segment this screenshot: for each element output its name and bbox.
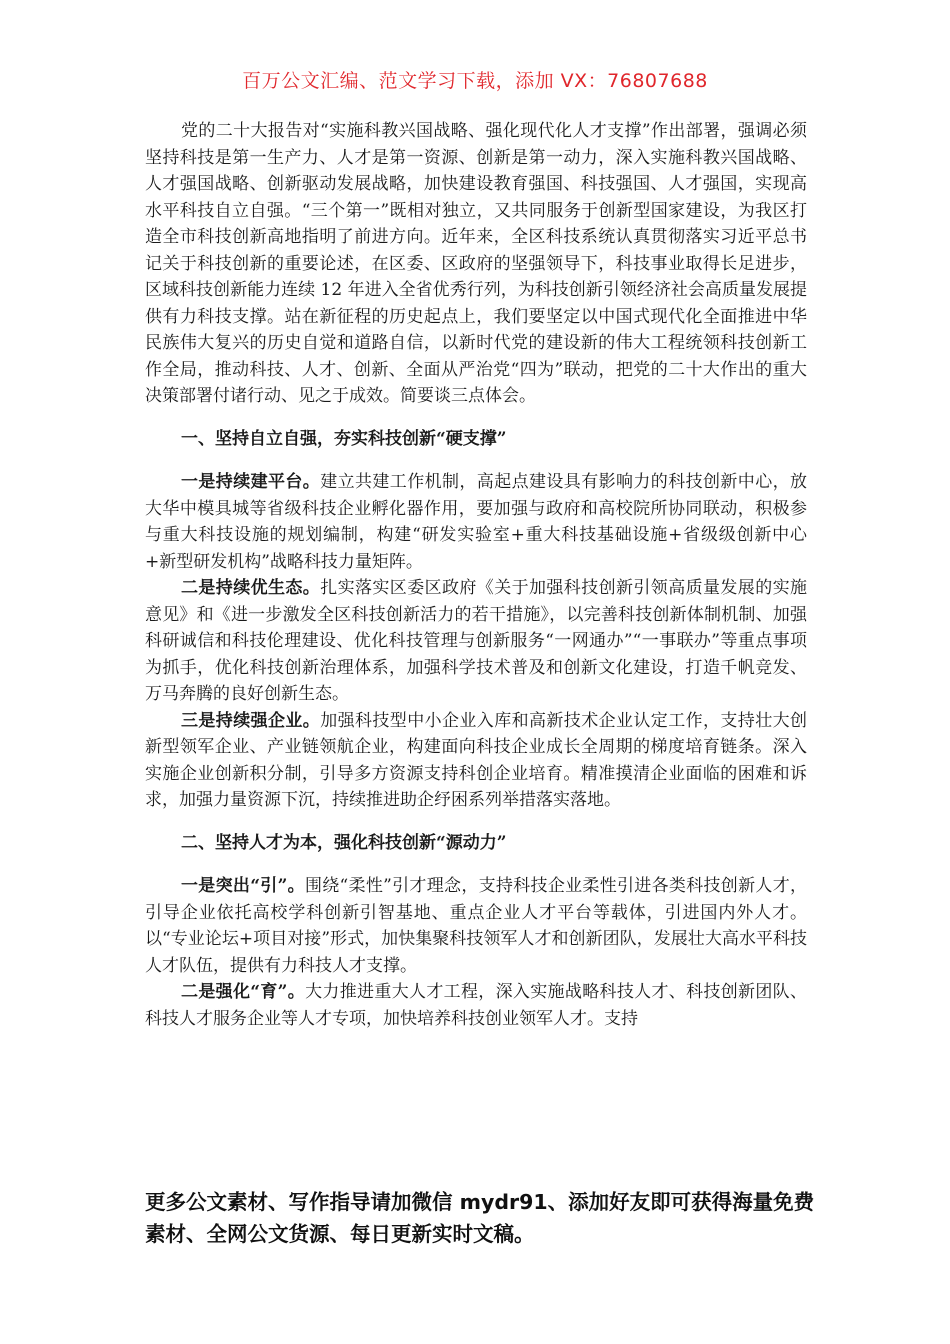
promo-footer: 更多公文素材、写作指导请加微信 mydr91、添加好友即可获得海量免费素材、全网公文货源、每日更新实时文稿。 <box>145 1190 815 1246</box>
item-lead: 一是突出“引”。 <box>181 876 305 896</box>
section-1-item-1 <box>145 469 807 575</box>
section-2-item-2 <box>145 979 807 1032</box>
item-text: 建立共建工作机制，高起点建设具有影响力的科技创新中心，放大华中模具城等省级科技企业孵化器作用，要加强与政府和高校院所协同联动，积极参与重大科技设施的规划编制，构建“研发实验室+重大科技基础设施+省级级创新中心+新型研发机构”战略科技力量矩阵。 <box>145 472 808 572</box>
item-lead: 二是持续优生态。 <box>181 578 321 598</box>
intro-paragraph: 党的二十大报告对“实施科教兴国战略、强化现代化人才支撑”作出部署，强调必须坚持科技是第一生产力、人才是第一资源、创新是第一动力，深入实施科教兴国战略、人才强国战略、创新驱动发展战略，加快建设教育强国、科技强国、人才强国，实现高水平科技自立自强。“三个第一”既相对独立，又共同服务于创新型国家建设，为我区打造全市科技创新高地指明了前进方向。近年来，全区科技系统认真贯彻落实习近平总书记关于科技创新的重要论述，在区委、区政府的坚强领导下，科技事业取得长足进步，区域科技创新能力连续 12 年进入全省优秀行列，为科技创新引领经济社会高质量发展提供有力科技支撑。站在新征程的历史起点上，我们要坚定以中国式现代化全面推进中华民族伟大复兴的历史自觉和道路自信，以新时代党的建设新的伟大工程统领科技创新工作全局，推动科技、人才、创新、全面从严治党“四为”联动，把党的二十大作出的重大决策部署付诸行动、见之于成效。简要谈三点体会。 <box>145 121 807 406</box>
item-text: 围绕“柔性”引才理念，支持科技企业柔性引进各类科技创新人才，引导企业依托高校学科创新引智基地、重点企业人才平台等载体，引进国内外人才。以“专业论坛+项目对接”形式，加快集聚科技领军人才和创新团队，发展壮大高水平科技人才队伍，提供有力科技人才支撑。 <box>145 876 807 976</box>
item-text: 加强科技型中小企业入库和高新技术企业认定工作，支持壮大创新型领军企业、产业链领航企业，构建面向科技企业成长全周期的梯度培育链条。深入实施企业创新积分制，引导多方资源支持科创企业培育。精准摸清企业面临的困难和诉求，加强力量资源下沉，持续推进助企纾困系列举措落实落地。 <box>145 710 808 810</box>
section-1-item-3 <box>145 708 807 814</box>
item-lead: 二是强化“育”。 <box>181 982 306 1002</box>
document-body <box>145 118 807 1032</box>
item-text: 大力推进重大人才工程，深入实施战略科技人才、科技创新团队、科技人才服务企业等人才专项，加快培养科技创业领军人才。支持 <box>145 982 808 1029</box>
watermark-header: 百万公文汇编、范文学习下载，添加 VX：76807688 <box>242 70 708 92</box>
item-lead: 一是持续建平台。 <box>181 472 321 492</box>
item-lead: 三是持续强企业。 <box>181 710 321 731</box>
section-2-heading: 二、坚持人才为本，强化科技创新“源动力” <box>181 832 507 853</box>
section-1-heading: 一、坚持自立自强，夯实科技创新“硬支撑” <box>181 428 507 449</box>
section-2-item-1 <box>145 873 807 979</box>
item-text: 扎实落实区委区政府《关于加强科技创新引领高质量发展的实施意见》和《进一步激发全区科技创新活力的若干措施》，以完善科技创新体制机制、加强科研诚信和科技伦理建设、优化科技管理与创新服务“一网通办”“一事联办”等重点事项为抓手，优化科技创新治理体系，加强科学技术普及和创新文化建设，打造千帆竞发、万马奔腾的良好创新生态。 <box>145 578 808 704</box>
section-1-item-2 <box>145 575 807 708</box>
